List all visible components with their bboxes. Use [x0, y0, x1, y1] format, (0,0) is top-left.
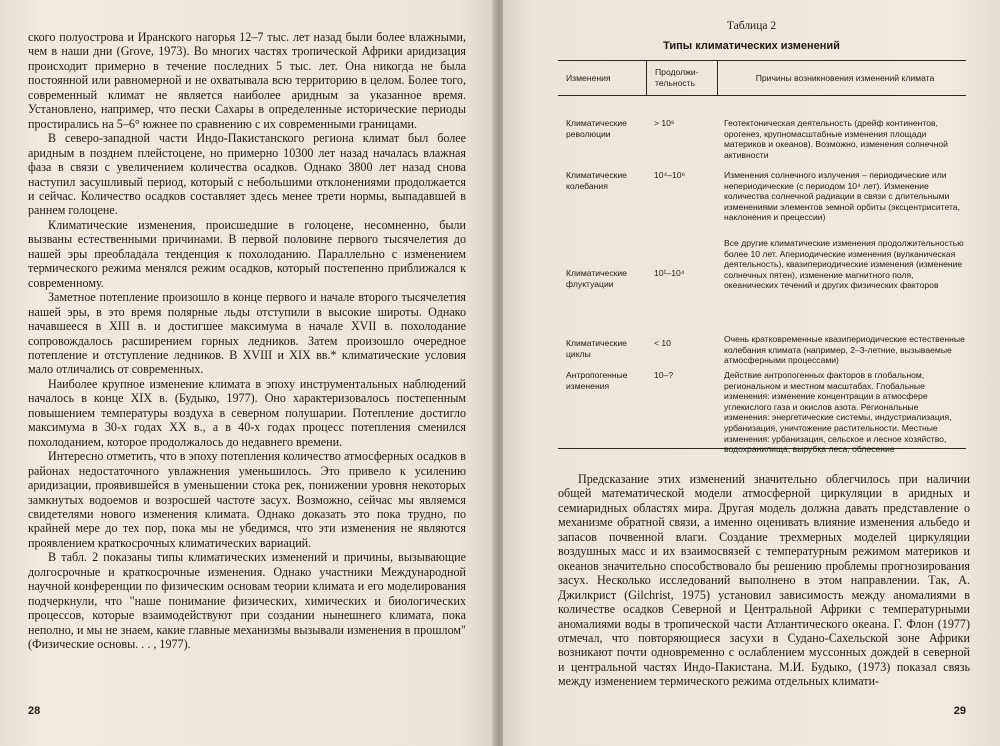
cell-change: Климатические революции: [566, 118, 627, 139]
paragraph: Климатические изменения, происшедшие в голоцене, несомненно, были вызваны естественными причинами. В первой половине первого тысячелетия до нашей эры преобладала тенденция к похолоданию. Параллельно с изменением термического режима менялся режим осадков, который постепенно приближался к современному.: [28, 217, 466, 290]
right-page-text: [558, 472, 970, 689]
table-row: [558, 334, 966, 366]
left-page: [0, 0, 497, 746]
table-header: [558, 60, 966, 96]
paragraph: В табл. 2 показаны типы климатических изменений и причины, вызывающие долгосрочные и краткосрочные изменения. Однако участники Международной научной конференции по физическим основам теории климата и его моделирования подчеркнули, что "наше понимание физических, химических и биологических процессов, которые взаимодействуют при создании нынешнего климата, пока неполно, и мы не знаем, какие главные механизмы вызывали изменения в прошлом" (Физические основы. . . , 1977).: [28, 550, 466, 652]
table-label: Таблица 2: [726, 20, 777, 32]
cell-duration: > 10⁶: [654, 118, 675, 128]
column-header-change: Изменения: [566, 72, 611, 83]
cell-causes: Изменения солнечного излучения – периодические или непериодические (с периодом 10⁴ лет). Изменение количества солнечной радиации в связи с длительными изменениями элементов земной орбиты (эксцентриситета, наклонения и прецессии): [724, 170, 960, 223]
cell-causes: Геотектоническая деятельность (дрейф континентов, орогенез, крупномасштабные изменения площади материков и океанов). Возможно, изменения солнечной активности: [724, 118, 948, 160]
table-row: [558, 170, 966, 223]
paragraph: Наиболее крупное изменение климата в эпоху инструментальных наблюдений началось в конце XIX в. (Будыко, 1977). Оно характеризовалось постепенным повышением температуры воздуха в северном полушарии. Потепление достигло максимума в 30-х годах XX в., а в 40-х годах процесс потепления сменился похолоданием, которое продолжалось до недавнего времени.: [28, 376, 466, 449]
climate-change-table: [558, 60, 966, 455]
table-body: [558, 96, 966, 455]
cell-duration: 10¹–10⁴: [654, 268, 685, 278]
cell-duration: 10⁴–10⁶: [654, 170, 686, 180]
cell-change: Антропогенные изменения: [566, 370, 628, 391]
cell-change: Климатические флуктуации: [566, 268, 627, 289]
cell-causes: Все другие климатические изменения продолжительностью более 10 лет. Апериодические изменения (вулканическая деятельность), квазипериодические изменения (изменение солнечных пятен), изменение магнитного поля, океанических течений и других физических факторов: [724, 238, 964, 291]
paragraph: Предсказание этих изменений значительно облегчилось при наличии общей математической модели атмосферной циркуляции в аридных и семиаридных областях мира. Другая модель должна давать представление о механизме обратной связи, а именно оценивать влияние изменения альбедо и запасов почвенной влаги. Создание трехмерных моделей циркуляции воздушных масс и их взаимосвязей с температурным режимом материков и океанов значительно способствовало бы решению проблемы прогнозирования засух. Несколько исследований выполнено в этом направлении. Так, А. Джилкрист (Gilchrist, 1975) установил зависимость между аномалиями в количестве осадков Северной и Центральной Африки с температурными аномалиями воды в тропической части Атлантического океана. Г. Флон (1977) отмечал, что повторяющиеся засухи в Судано-Сахельской зоне Африки возникают почти одновременно с ослаблением муссонных дождей в северной и центральной частях Индо-Пакистана. М.И. Будыко, (1973) показал связь между изменением термического режима отдельных климати-: [558, 472, 970, 689]
paragraph: В северо-западной части Индо-Пакистанского региона климат был более аридным в позднем плейстоцене, но примерно 10300 лет назад началась влажная фаза в связи с увеличением количества осадков. Однако 3800 лет назад снова наступил засушливый период, который с небольшими отклонениями продолжается и сейчас. Количество осадков составляет здесь менее трети нормы, выпадавшей в раннем голоцене.: [28, 131, 466, 218]
cell-change: Климатические колебания: [566, 170, 627, 191]
table-row: [558, 238, 966, 291]
cell-change: Климатические циклы: [566, 338, 627, 359]
column-header-causes: Причины возникновения изменений климата: [755, 72, 935, 83]
cell-duration: < 10: [654, 338, 671, 348]
cell-duration: 10–?: [654, 370, 674, 380]
page-number-left: 28: [28, 705, 41, 717]
paragraph: Заметное потепление произошло в конце первого и начале второго тысячелетия нашей эры, в это время полярные льды отступили в высокие широты. Однако начавшееся в XIII в. и достигшее максимума в начале XVII в. похолодание сопровождалось расширением горных ледников. Затем произошло очередное потепление и отступление ледников. В XVIII и XIX вв.* климатические условия мало отличались от современных.: [28, 290, 466, 377]
table-title: Типы климатических изменений: [663, 40, 840, 52]
cell-causes: Очень кратковременные квазипериодические естественные колебания климата (например, 2–3-летние, вызываемые атмосферными процессами): [724, 334, 965, 366]
right-page: [503, 0, 1000, 746]
table-row: [558, 370, 966, 455]
column-header-duration: Продолжи- тельность: [646, 61, 718, 95]
page-number-right: 29: [953, 705, 966, 717]
paragraph: ского полуострова и Иранского нагорья 12–7 тыс. лет назад были более влажными, чем в наши дни (Grove, 1973). Во многих частях тропической Африки аридизация происходит примерно в течение последних 5 тыс. лет. Она никогда не была постоянной или равномерной и не охватывала всю территорию в целом. Более того, современный климат не является наиболее аридным за указанное время. Установлено, например, что пески Сахары в определенные исторические периоды простирались на 5–6° южнее по сравнению с их современными границами.: [28, 30, 466, 131]
left-page-text: [28, 30, 466, 651]
cell-causes: Действие антропогенных факторов в глобальном, региональном и местном масштабах. Глобальные изменения: изменение концентрации в атмосфере углекислого газа и окислов азота. Региональные изменения: энергетические системы, индустриализация, урбанизация, уничтожение растительности. Местные изменения: урбанизация, сельское и лесное хозяйство, водохранилища, вырубка леса, облесение: [724, 370, 952, 455]
paragraph: Интересно отметить, что в эпоху потепления количество атмосферных осадков в районах недостаточного увлажнения уменьшилось. Это привело к усилению аридизации, проявившейся в уменьшении стока рек, понижении уровня некоторых замкнутых водоемов и возросшей частоте засух. Возможно, сейчас мы являемся свидетелями нового изменения климата. Однако доказать это пока трудно, по крайней мере до тех пор, пока мы не убедимся, что эти изменения не являются проявлением краткосрочных климатических вариаций.: [28, 449, 466, 550]
table-row: [558, 118, 966, 160]
